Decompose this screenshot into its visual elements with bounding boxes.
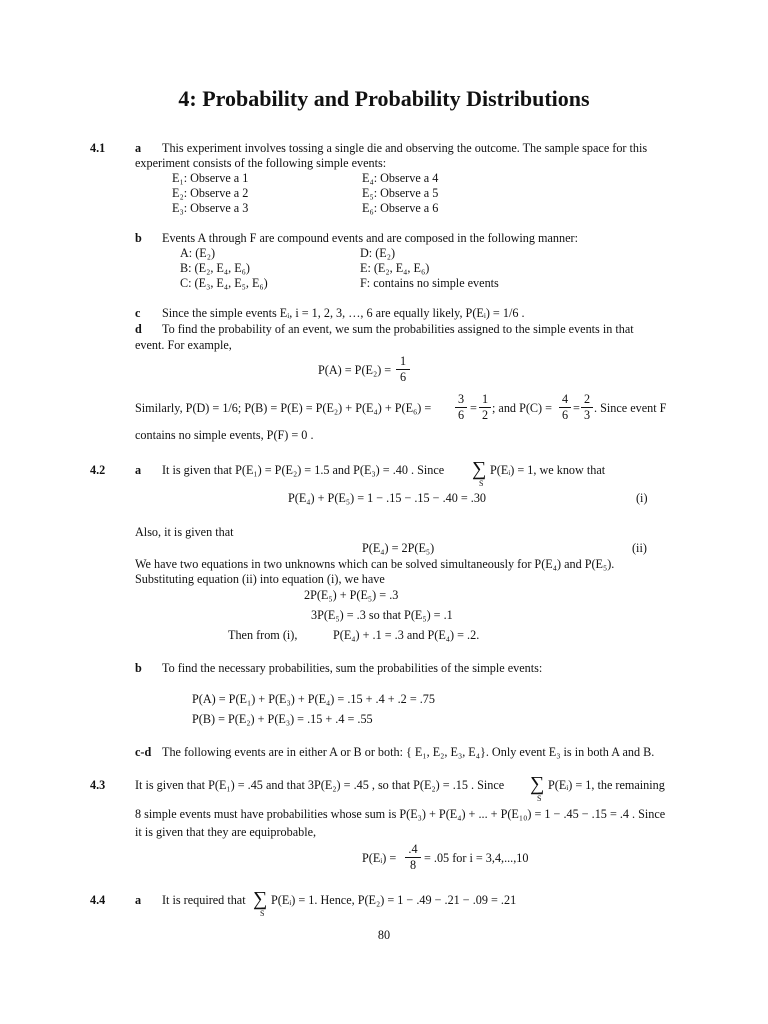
paragraph-line: experiment consists of the following simple events: bbox=[135, 156, 387, 170]
fraction-numerator: 1 bbox=[481, 392, 489, 406]
part-label: b bbox=[135, 661, 142, 675]
exercise-number: 4.3 bbox=[90, 778, 106, 792]
part-label: b bbox=[135, 231, 142, 245]
equation: P(E₄) + P(E₅) = 1 − .15 − .15 − .40 = .30 bbox=[288, 491, 487, 505]
fraction-denominator: 3 bbox=[583, 408, 591, 423]
event-definition: A: (E₂) bbox=[180, 246, 216, 260]
event-definition: D: (E₂) bbox=[360, 246, 396, 260]
fraction-denominator: 6 bbox=[561, 408, 569, 423]
page-number: 80 bbox=[377, 928, 391, 942]
summation-sign: ∑ bbox=[530, 773, 545, 795]
equation: = .05 for i = 3,4,...,10 bbox=[424, 851, 529, 865]
part-label: c bbox=[135, 306, 141, 320]
fraction-denominator: 2 bbox=[481, 408, 489, 423]
fraction bbox=[581, 393, 593, 421]
fraction-numerator: 1 bbox=[399, 354, 407, 368]
paragraph-line: It is given that P(E₁) = .45 and that 3P(E₂) = .45 , so that P(E₂) = .15 . Since bbox=[135, 778, 505, 792]
paragraph-line: Events A through F are compound events and are composed in the following manner: bbox=[162, 231, 578, 245]
equation: P(A) = P(E₁) + P(E₃) + P(E₄) = .15 + .4 + .2 = .75 bbox=[192, 692, 435, 706]
fraction-denominator: 6 bbox=[399, 370, 407, 385]
fraction-numerator: 3 bbox=[457, 392, 465, 406]
event-list-item: E₁: Observe a 1 bbox=[172, 171, 249, 185]
equals-sign: = bbox=[470, 401, 477, 415]
paragraph-line: . Since event F bbox=[594, 401, 667, 415]
equation: Similarly, P(D) = 1/6; P(B) = P(E) = P(E₂) + P(E₄) + P(E₆) = bbox=[135, 401, 432, 415]
part-label: a bbox=[135, 141, 142, 155]
paragraph-line: Substituting equation (ii) into equation (i), we have bbox=[135, 572, 385, 586]
exercise-number: 4.4 bbox=[90, 893, 106, 907]
equation: P(E₄) + .1 = .3 and P(E₄) = .2. bbox=[333, 628, 480, 642]
event-definition: E: (E₂, E₄, E₆) bbox=[360, 261, 430, 275]
paragraph-line: contains no simple events, P(F) = 0 . bbox=[135, 428, 314, 442]
equation-tag: (i) bbox=[636, 491, 648, 505]
summation-sign: ∑ bbox=[253, 888, 268, 910]
event-definition: B: (E₂, E₄, E₆) bbox=[180, 261, 250, 275]
equation: 2P(E₅) + P(E₅) = .3 bbox=[304, 588, 399, 602]
fraction-denominator: 8 bbox=[409, 858, 417, 873]
event-list-item: E₅: Observe a 5 bbox=[362, 186, 439, 200]
paragraph-line: Then from (i), bbox=[228, 628, 298, 642]
page-title: 4: Probability and Probability Distributions bbox=[178, 86, 590, 111]
fraction-numerator: 4 bbox=[561, 392, 569, 406]
paragraph-line: It is required that bbox=[162, 893, 246, 907]
equation: P(A) = P(E₂) = bbox=[318, 363, 392, 377]
summation-subscript: S bbox=[479, 479, 484, 488]
paragraph-line: To find the necessary probabilities, sum the probabilities of the simple events: bbox=[162, 661, 543, 675]
fraction bbox=[479, 393, 491, 421]
exercise-number: 4.1 bbox=[90, 141, 106, 155]
summation-subscript: S bbox=[537, 794, 542, 803]
paragraph-line: it is given that they are equiprobable, bbox=[135, 825, 317, 839]
exercise-number: 4.2 bbox=[90, 463, 106, 477]
equation: 3P(E₅) = .3 so that P(E₅) = .1 bbox=[311, 608, 453, 622]
event-definition: F: contains no simple events bbox=[360, 276, 499, 290]
equation-tag: (ii) bbox=[632, 541, 647, 555]
event-list-item: E₃: Observe a 3 bbox=[172, 201, 249, 215]
summation-sign: ∑ bbox=[472, 458, 487, 480]
paragraph-line: It is given that P(E₁) = P(E₂) = 1.5 and P(E₃) = .40 . Since bbox=[162, 463, 445, 477]
fraction bbox=[455, 393, 467, 421]
fraction-numerator: 2 bbox=[583, 392, 591, 406]
paragraph-line: The following events are in either A or B or both: { E₁, E₂, E₃, E₄}. Only event E₃ is in both A and B. bbox=[162, 745, 655, 759]
fraction bbox=[396, 355, 410, 383]
fraction-denominator: 6 bbox=[457, 408, 465, 423]
fraction bbox=[405, 843, 421, 871]
fraction bbox=[559, 393, 571, 421]
equation: ; and P(C) = bbox=[492, 401, 553, 415]
equation: P(B) = P(E₂) + P(E₃) = .15 + .4 = .55 bbox=[192, 712, 373, 726]
fraction-numerator: .4 bbox=[408, 842, 418, 856]
paragraph-line: Since the simple events Eᵢ, i = 1, 2, 3, …, 6 are equally likely, P(Eᵢ) = 1/6 . bbox=[162, 306, 525, 320]
part-label: a bbox=[135, 463, 142, 477]
part-label: d bbox=[135, 322, 142, 336]
paragraph-line: Also, it is given that bbox=[135, 525, 234, 539]
equation: P(Eᵢ) = bbox=[362, 851, 397, 865]
event-list-item: E₆: Observe a 6 bbox=[362, 201, 439, 215]
paragraph-line: This experiment involves tossing a single die and observing the outcome. The sample space for this bbox=[162, 141, 648, 155]
paragraph-line: P(Eᵢ) = 1, the remaining bbox=[548, 778, 665, 792]
paragraph-line: 8 simple events must have probabilities whose sum is P(E₃) + P(E₄) + ... + P(E₁₀) = 1 − .45 − .15 = .4 . Since bbox=[135, 807, 666, 821]
paragraph-line: P(Eᵢ) = 1, we know that bbox=[490, 463, 606, 477]
event-list-item: E₂: Observe a 2 bbox=[172, 186, 249, 200]
paragraph-line: P(Eᵢ) = 1. Hence, P(E₂) = 1 − .49 − .21 − .09 = .21 bbox=[271, 893, 517, 907]
event-list-item: E₄: Observe a 4 bbox=[362, 171, 439, 185]
part-label: a bbox=[135, 893, 142, 907]
event-definition: C: (E₃, E₄, E₅, E₆) bbox=[180, 276, 268, 290]
part-label: c-d bbox=[135, 745, 152, 759]
summation-subscript: S bbox=[260, 909, 265, 918]
paragraph-line: To find the probability of an event, we sum the probabilities assigned to the simple events in that bbox=[162, 322, 634, 336]
paragraph-line: We have two equations in two unknowns which can be solved simultaneously for P(E₄) and P(E₅). bbox=[135, 557, 615, 571]
paragraph-line: event. For example, bbox=[135, 338, 232, 352]
equals-sign: = bbox=[573, 401, 580, 415]
equation: P(E₄) = 2P(E₅) bbox=[362, 541, 435, 555]
